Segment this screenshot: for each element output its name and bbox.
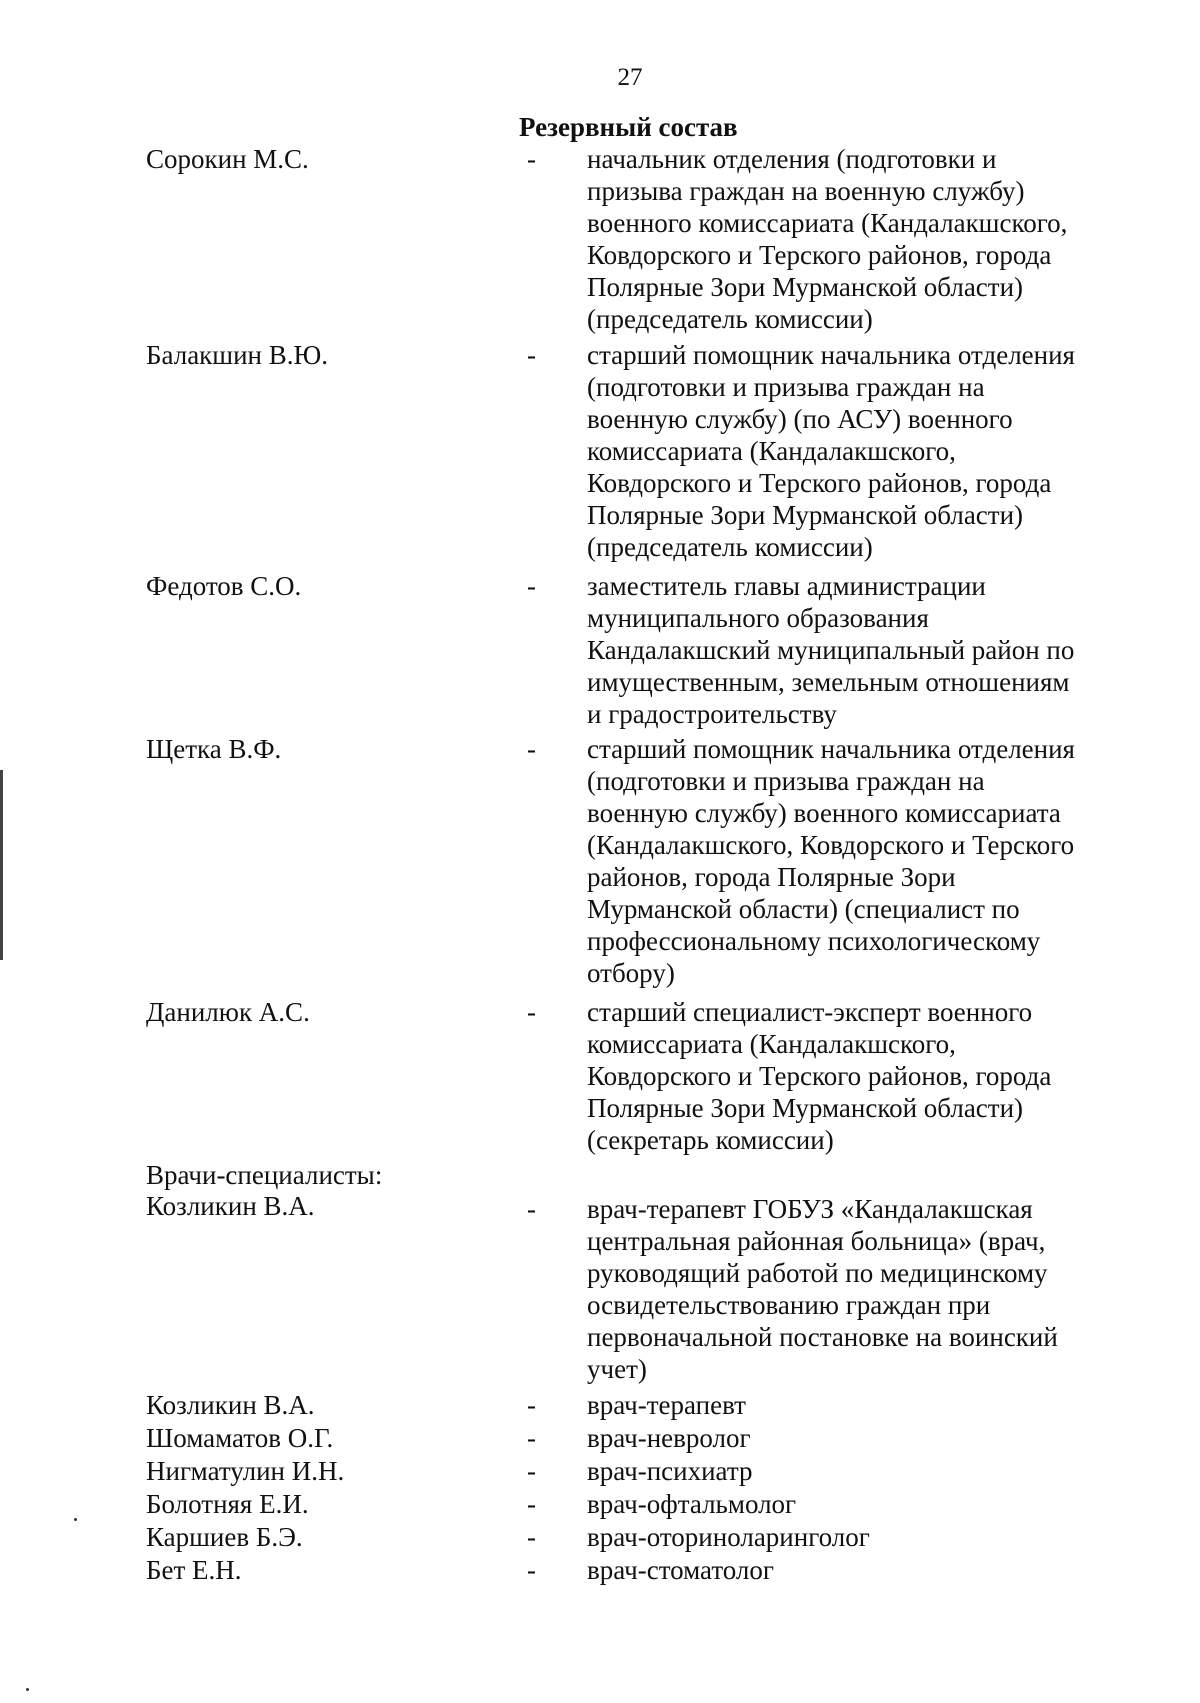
- scan-edge-mark: [0, 770, 3, 960]
- description-line: призыва граждан на военную службу): [587, 176, 1025, 206]
- description-line: Кандалакшский муниципальный район по: [587, 635, 1075, 665]
- description-line: Ковдорского и Терского районов, города: [587, 240, 1052, 270]
- scan-speck: [74, 1518, 77, 1521]
- description-line: первоначальной постановке на воинский: [587, 1322, 1058, 1352]
- description-line: комиссариата (Кандалакшского,: [587, 1029, 956, 1059]
- description-line: комиссариата (Кандалакшского,: [587, 436, 956, 466]
- description-line: профессиональному психологическому: [587, 926, 1041, 956]
- page-number: 27: [617, 64, 643, 91]
- doctor-name: Козликин В.А.: [146, 1390, 315, 1420]
- description-line: (подготовки и призыва граждан на: [587, 372, 985, 402]
- dash-separator: -: [527, 1456, 536, 1486]
- lead-doctor-description: [587, 1193, 1058, 1385]
- dash-separator: -: [527, 1555, 536, 1585]
- description-line: Ковдорского и Терского районов, города: [587, 468, 1052, 498]
- description-line: врач-терапевт ГОБУЗ «Кандалакшская: [587, 1194, 1033, 1224]
- member-name: Данилюк А.С.: [146, 997, 310, 1027]
- doctor-role: врач-оториноларинголог: [587, 1522, 870, 1552]
- description-line: военную службу) (по АСУ) военного: [587, 404, 1013, 434]
- description-line: военного комиссариата (Кандалакшского,: [587, 208, 1068, 238]
- dash-separator: -: [527, 1423, 536, 1453]
- member-description: [587, 339, 1075, 563]
- dash-separator: -: [527, 1194, 536, 1224]
- doctor-name: Нигматулин И.Н.: [146, 1456, 345, 1486]
- dash-separator: -: [527, 1522, 536, 1552]
- description-line: Ковдорского и Терского районов, города: [587, 1061, 1052, 1091]
- dash-separator: -: [527, 997, 536, 1027]
- doctor-role: врач-стоматолог: [587, 1555, 774, 1585]
- description-line: (подготовки и призыва граждан на: [587, 766, 985, 796]
- member-name: Федотов С.О.: [146, 571, 302, 601]
- dash-separator: -: [527, 1489, 536, 1519]
- member-name: Сорокин М.С.: [146, 144, 309, 174]
- lead-doctor-name: Козликин В.А.: [146, 1191, 315, 1221]
- specialists-heading: Врачи-специалисты:: [146, 1160, 383, 1190]
- doctor-name: Каршиев Б.Э.: [146, 1522, 303, 1552]
- description-line: Полярные Зори Мурманской области): [587, 1093, 1024, 1123]
- description-line: (Кандалакшского, Ковдорского и Терского: [587, 830, 1075, 860]
- member-description: [587, 733, 1075, 989]
- description-line: (председатель комиссии): [587, 532, 873, 562]
- description-line: учет): [587, 1354, 647, 1384]
- doctor-role: врач-терапевт: [587, 1390, 746, 1420]
- description-line: (председатель комиссии): [587, 304, 873, 334]
- member-name: Балакшин В.Ю.: [146, 340, 328, 370]
- description-line: Мурманской области) (специалист по: [587, 894, 1020, 924]
- description-line: освидетельствованию граждан при: [587, 1290, 991, 1320]
- description-line: Полярные Зори Мурманской области): [587, 500, 1024, 530]
- description-line: заместитель главы администрации: [587, 571, 986, 601]
- doctor-role: врач-офтальмолог: [587, 1489, 797, 1519]
- description-line: старший специалист-эксперт военного: [587, 997, 1033, 1027]
- member-description: [587, 143, 1067, 335]
- doctor-role: врач-психиатр: [587, 1456, 753, 1486]
- dash-separator: -: [527, 340, 536, 370]
- description-line: муниципального образования: [587, 603, 929, 633]
- description-line: и градостроительству: [587, 699, 837, 729]
- dash-separator: -: [527, 144, 536, 174]
- description-line: руководящий работой по медицинскому: [587, 1258, 1048, 1288]
- description-line: начальник отделения (подготовки и: [587, 144, 997, 174]
- member-description: [587, 996, 1051, 1156]
- doctor-role: врач-невролог: [587, 1423, 751, 1453]
- description-line: отбору): [587, 958, 675, 988]
- description-line: военную службу) военного комиссариата: [587, 798, 1061, 828]
- scan-speck: [26, 1688, 29, 1691]
- dash-separator: -: [527, 571, 536, 601]
- member-name: Щетка В.Ф.: [146, 734, 282, 764]
- description-line: Полярные Зори Мурманской области): [587, 272, 1024, 302]
- description-line: имущественным, земельным отношениям: [587, 667, 1070, 697]
- description-line: старший помощник начальника отделения: [587, 340, 1075, 370]
- dash-separator: -: [527, 1390, 536, 1420]
- description-line: районов, города Полярные Зори: [587, 862, 956, 892]
- dash-separator: -: [527, 734, 536, 764]
- section-title: Резервный состав: [519, 112, 738, 142]
- doctor-name: Шомаматов О.Г.: [146, 1423, 334, 1453]
- description-line: (секретарь комиссии): [587, 1125, 834, 1155]
- member-description: [587, 570, 1074, 730]
- doctor-name: Бет Е.Н.: [146, 1555, 242, 1585]
- description-line: центральная районная больница» (врач,: [587, 1226, 1046, 1256]
- description-line: старший помощник начальника отделения: [587, 734, 1075, 764]
- doctor-name: Болотняя Е.И.: [146, 1489, 309, 1519]
